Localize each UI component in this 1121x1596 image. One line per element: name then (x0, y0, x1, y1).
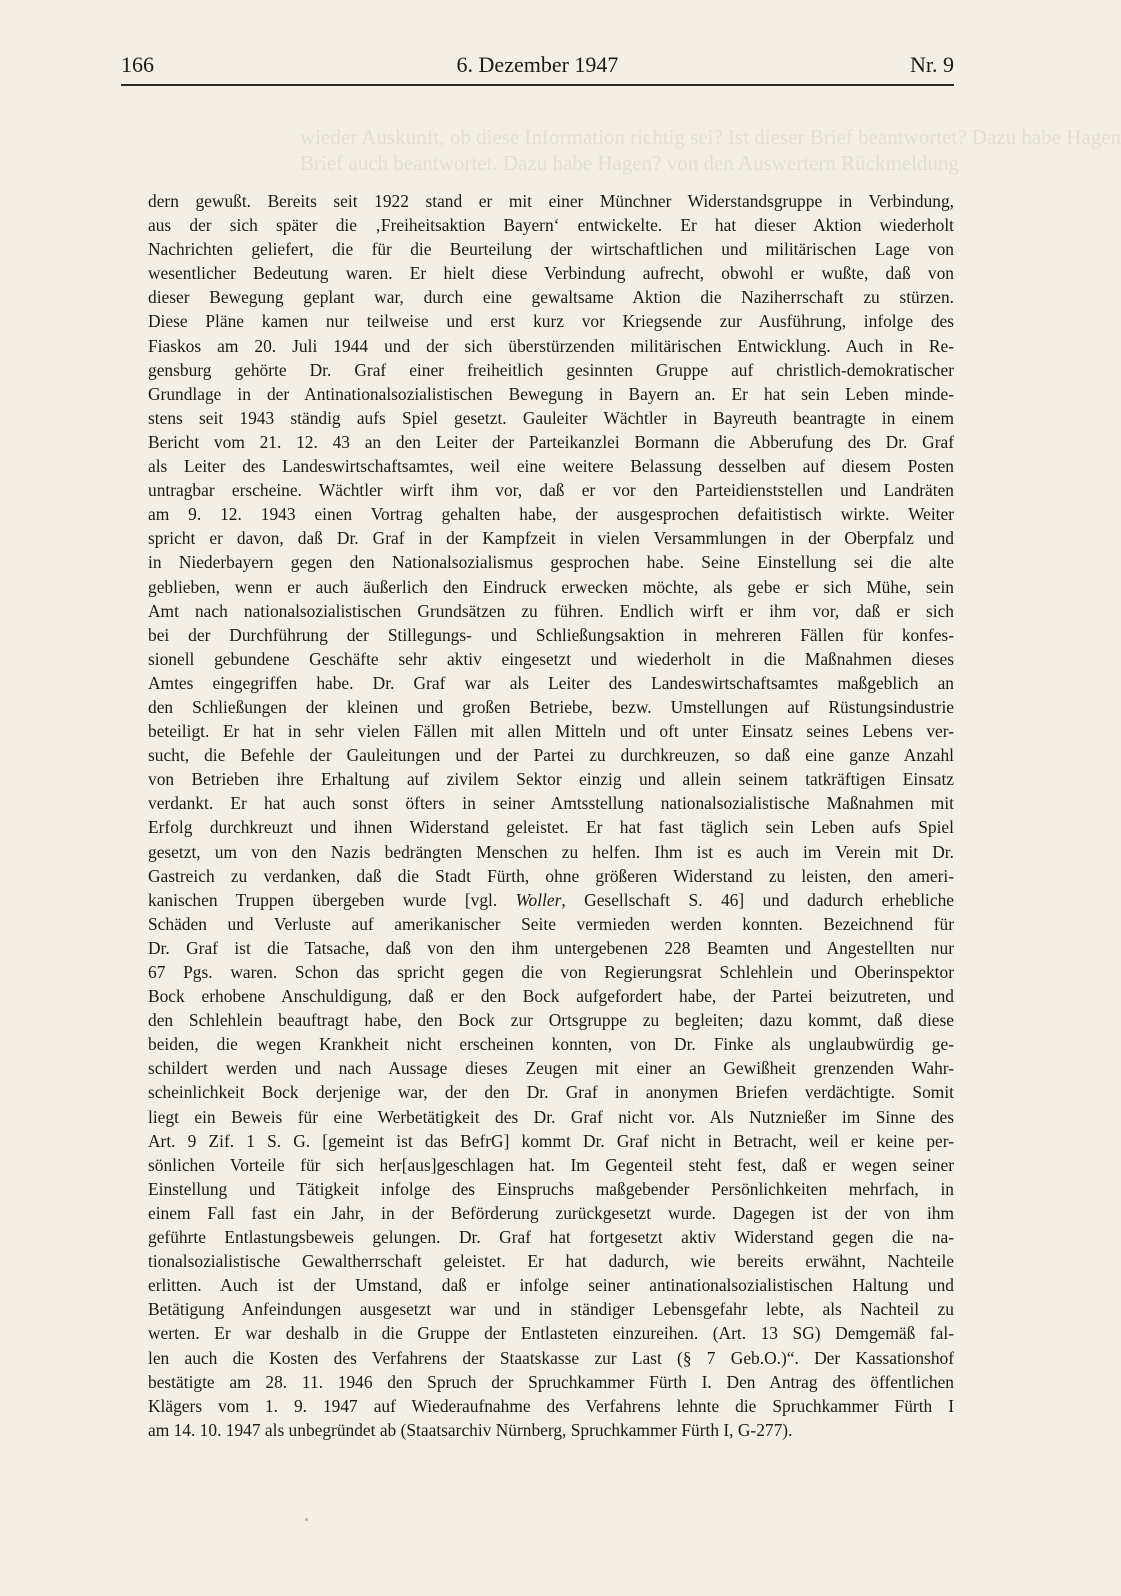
text-line: am 14. 10. 1947 als unbegründet ab (Staatsarchiv Nürnberg, Spruchkammer Fürth I, G-277). (148, 1419, 793, 1440)
text-line: Klägers vom 1. 9. 1947 auf Wiederaufnahme des Verfahrens lehnte die Spruchkammer Fürth I (148, 1395, 954, 1416)
text-line: den Schließungen der kleinen und großen Betriebe, bezw. Umstellungen auf Rüstungsindustrie (148, 696, 954, 717)
text-line: liegt ein Beweis für eine Werbetätigkeit des Dr. Graf nicht vor. Als Nutznießer im Sinne des (148, 1106, 954, 1127)
text-line: Amt nach nationalsozialistischen Grundsätzen zu führen. Endlich wirft er ihm vor, daß er sich (148, 600, 954, 621)
text-line: wesentlicher Bedeutung waren. Er hielt diese Verbindung aufrecht, obwohl er wußte, daß von (148, 263, 954, 284)
text-line: geführte Entlastungsbeweis gelungen. Dr. Graf hat fortgesetzt aktiv Widerstand gegen die na- (148, 1227, 954, 1248)
text-line: von Betrieben ihre Erhaltung auf zivilem Sektor einzig und allein seinem tatkräftigen Einsatz (148, 769, 954, 790)
text-line: len auch die Kosten des Verfahrens der Staatskasse zur Last (§ 7 Geb.O.)“. Der Kassationshof (148, 1347, 954, 1368)
text-line: dieser Bewegung geplant war, durch eine gewaltsame Aktion die Naziherrschaft zu stürzen. (148, 287, 954, 308)
text-line: Schäden und Verluste auf amerikanischer Seite vermieden werden konnten. Bezeichnend für (148, 913, 954, 934)
text-line: erlitten. Auch ist der Umstand, daß er infolge seiner antinationalsozialistischen Haltung und (148, 1275, 954, 1296)
text-line: aus der sich später die ‚Freiheitsaktion Bayern‘ entwickelte. Er hat dieser Aktion wiederholt (148, 215, 954, 236)
text-line: schildert werden und nach Aussage dieses Zeugen mit einer an Gewißheit grenzenden Wahr- (148, 1058, 954, 1079)
cited-author: Woller (515, 889, 562, 910)
body-text (148, 189, 954, 1442)
text-line: am 9. 12. 1943 einen Vortrag gehalten habe, der ausgesprochen defaitistisch wirkte. Weiter (148, 504, 954, 525)
text-line: Einstellung und Tätigkeit infolge des Einspruchs maßgebender Persönlichkeiten mehrfach, in (148, 1178, 954, 1199)
text-line: den Schlehlein beauftragt habe, den Bock zur Ortsgruppe zu begleiten; dazu kommt, daß diese (148, 1010, 954, 1031)
text-line: Erfolg durchkreuzt und ihnen Widerstand geleistet. Er hat fast täglich sein Leben aufs Spiel (148, 817, 954, 838)
text-line: spricht er davon, daß Dr. Graf in der Kampfzeit in vielen Versammlungen in der Oberpfalz und (148, 528, 954, 549)
text-line: bei der Durchführung der Stillegungs- und Schließungsaktion in mehreren Fällen für konfes- (148, 624, 954, 645)
text-line: verdankt. Er hat auch sonst öfters in seiner Amtsstellung nationalsozialistische Maßnahmen mit (148, 793, 954, 814)
text-line: beteiligt. Er hat in sehr vielen Fällen mit allen Mitteln und oft unter Einsatz seines Lebens ver- (148, 721, 954, 742)
text-line: untragbar erscheine. Wächtler wirft ihm vor, daß er vor den Parteidienststellen und Landräten (148, 480, 954, 501)
text-line: einem Fall fast ein Jahr, in der Beförderung zurückgesetzt wurde. Dagegen ist der von ihm (148, 1202, 954, 1223)
text-line: geblieben, wenn er auch äußerlich den Eindruck erwecken möchte, als gebe er sich Mühe, sein (148, 576, 954, 597)
text-line: Betätigung Anfeindungen ausgesetzt war und in ständiger Lebensgefahr lebte, als Nachteil zu (148, 1299, 954, 1320)
text-line: dern gewußt. Bereits seit 1922 stand er mit einer Münchner Widerstandsgruppe in Verbindung, (148, 191, 954, 211)
issue-number: Nr. 9 (910, 52, 954, 77)
text-line: gesetzt, um von den Nazis bedrängten Menschen zu helfen. Ihm ist es auch im Verein mit Dr. (148, 841, 954, 862)
text-line: sucht, die Befehle der Gauleitungen und der Partei zu durchkreuzen, so daß eine ganze Anzahl (148, 745, 954, 766)
text-line: Art. 9 Zif. 1 S. G. [gemeint ist das BefrG] kommt Dr. Graf nicht in Betracht, weil er keine per- (148, 1130, 954, 1151)
text-line: Bericht vom 21. 12. 43 an den Leiter der Parteikanzlei Bormann die Abberufung des Dr. Graf (148, 431, 954, 452)
paper-speck (305, 1518, 308, 1521)
text-line: Diese Pläne kamen nur teilweise und erst kurz vor Kriegsende zur Ausführung, infolge des (148, 311, 954, 332)
text-line: beiden, die wegen Krankheit nicht erscheinen konnten, von Dr. Finke als unglaubwürdig ge- (148, 1034, 954, 1055)
text-line: Dr. Graf ist die Tatsache, daß von den ihm untergebenen 228 Beamten und Angestellten nur (148, 937, 954, 958)
text-line: Grundlage in der Antinationalsozialistischen Bewegung in Bayern an. Er hat sein Leben minde- (148, 383, 954, 404)
text-line: Fiaskos am 20. Juli 1944 und der sich überstürzenden militärischen Entwicklung. Auch in Re- (148, 335, 954, 356)
running-header (121, 50, 954, 86)
text-line: stens seit 1943 ständig aufs Spiel gesetzt. Gauleiter Wächtler in Bayreuth beantragte in einem (148, 407, 954, 428)
show-through-text (300, 124, 1121, 176)
text-line: scheinlichkeit Bock derjenige war, der den Dr. Graf in anonymen Briefen verdächtigte. Somit (148, 1082, 954, 1103)
text-line: in Niederbayern gegen den Nationalsozialismus gesprochen habe. Seine Einstellung sei die alte (148, 552, 954, 573)
text-line: sionell gebundene Geschäfte sehr aktiv eingesetzt und wiederholt in die Maßnahmen dieses (148, 648, 954, 669)
header-date: 6. Dezember 1947 (456, 52, 619, 77)
text-line: tionalsozialistische Gewaltherrschaft geleistet. Er hat dadurch, wie bereits erwähnt, Nachteile (148, 1251, 954, 1272)
page-number: 166 (121, 52, 154, 77)
text-line: gensburg gehörte Dr. Graf einer freiheitlich gesinnten Gruppe auf christlich-demokratischer (148, 359, 954, 380)
text-line: als Leiter des Landeswirtschaftsamtes, weil eine weitere Belassung desselben auf diesem Posten (148, 456, 954, 477)
text-line: Gastreich zu verdanken, daß die Stadt Fürth, ohne größeren Widerstand zu leisten, den ameri- (148, 865, 954, 886)
text-line: Bock erhobene Anschuldigung, daß er den Bock aufgefordert habe, der Partei beizutreten, und (148, 986, 954, 1007)
show-through-line: wieder Auskunft, ob diese Information richtig sei? Ist dieser Brief beantwortet? Dazu habe Hagen (300, 125, 1121, 149)
text-line: bestätigte am 28. 11. 1946 den Spruch der Spruchkammer Fürth I. Den Antrag des öffentlichen (148, 1371, 954, 1392)
text-line: Nachrichten geliefert, die für die Beurteilung der wirtschaftlichen und militärischen Lage von (148, 239, 954, 260)
text-line: kanischen Truppen übergeben wurde [vgl. Woller, Gesellschaft S. 46] und dadurch erhebliche (148, 889, 954, 910)
text-line: 67 Pgs. waren. Schon das spricht gegen die von Regierungsrat Schlehlein und Oberinspektor (148, 962, 954, 982)
text-line: Amtes eingegriffen habe. Dr. Graf war als Leiter des Landeswirtschaftsamtes maßgeblich an (148, 672, 954, 693)
text-line: sönlichen Vorteile für sich her[aus]geschlagen hat. Im Gegenteil steht fest, daß er wegen seiner (148, 1154, 954, 1175)
show-through-line: Brief auch beantwortet. Dazu habe Hagen? von den Auswertern Rückmeldung (300, 151, 959, 175)
text-line: werten. Er war deshalb in die Gruppe der Entlasteten einzureihen. (Art. 13 SG) Demgemäß fal- (148, 1323, 954, 1344)
